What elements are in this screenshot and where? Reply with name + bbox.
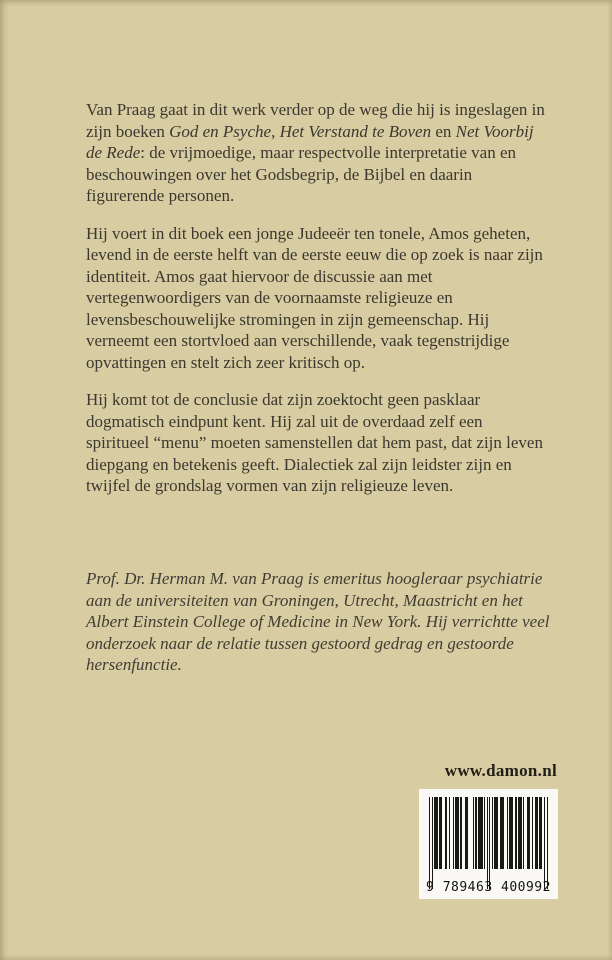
barcode-bar: [494, 797, 498, 869]
barcode-bar: [518, 797, 522, 869]
isbn-number: 9 789463 400992: [426, 880, 551, 895]
barcode-bar: [492, 797, 493, 869]
blurb-paragraph: Hij komt tot de conclusie dat zijn zoektocht geen pasklaar dogmatisch eindpunt kent. Hij zal uit de overdaad zelf een spiritueel “menu” moeten samenstellen dat hem past, dat zijn leven diepgang en betekenis geeft. Dialectiek zal zijn leidster zijn en twijfel de grondslag vormen van zijn religieuze leven.: [86, 390, 543, 495]
barcode: [419, 789, 558, 899]
barcode-bar: [487, 797, 488, 889]
barcode-bar: [547, 797, 548, 889]
barcode-bar: [475, 797, 476, 869]
barcode-bar: [532, 797, 533, 869]
author-bio: Prof. Dr. Herman M. van Praag is emeritus hoogleraar psychiatrie aan de universiteiten van Groningen, Utrecht, Maastricht en het Albert Einstein College of Medicine in New York. Hij verrichtte veel onderzoek naar de relatie tussen gestoord gedrag en gestoorde hersenfunctie.: [86, 569, 550, 674]
barcode-bar: [455, 797, 459, 869]
barcode-bar: [523, 797, 524, 869]
barcode-bar: [489, 797, 490, 889]
barcode-bar: [429, 797, 430, 889]
barcode-bar: [445, 797, 446, 869]
barcode-bar: [500, 797, 504, 869]
barcode-bar: [439, 797, 442, 869]
barcode-bar: [539, 797, 542, 869]
blurb-paragraph: Van Praag gaat in dit werk verder op de weg die hij is ingeslagen in zijn boeken God en Psyche, Het Verstand te Boven en Net Voorbij de Rede: de vrijmoedige, maar respectvolle interpretatie van en beschouwingen over het Godsbegrip, de Bijbel en daarin figurerende personen.: [86, 100, 545, 205]
barcode-bar: [473, 797, 474, 869]
barcode-bar: [449, 797, 450, 869]
barcode-bar: [509, 797, 513, 869]
barcode-bar: [544, 797, 545, 889]
barcode-bar: [527, 797, 531, 869]
barcode-bar: [478, 797, 483, 869]
barcode-bar: [515, 797, 516, 869]
barcode-bar: [460, 797, 461, 869]
barcode-bar: [434, 797, 438, 869]
barcode-bar: [465, 797, 468, 869]
barcode-bar: [453, 797, 454, 869]
barcode-bar: [507, 797, 508, 869]
barcode-bars: [429, 797, 548, 889]
blurb-paragraph: Hij voert in dit boek een jonge Judeeër ten tonele, Amos geheten, levend in de eerste helft van de eerste eeuw die op zoek is naar zijn identiteit. Amos gaat hiervoor de discussie aan met vertegenwoordigers van de voornaamste religieuze en levensbeschouwelijke stromingen in zijn gemeenschap. Hij verneemt een stortvloed aan verschillende, vaak tegenstrijdige opvattingen en stelt zich zeer kritisch op.: [86, 223, 543, 372]
barcode-bar: [432, 797, 433, 889]
blurb-text: [86, 99, 546, 513]
barcode-bar: [484, 797, 485, 869]
barcode-bar: [535, 797, 538, 869]
publisher-website: www.damon.nl: [444, 761, 557, 780]
